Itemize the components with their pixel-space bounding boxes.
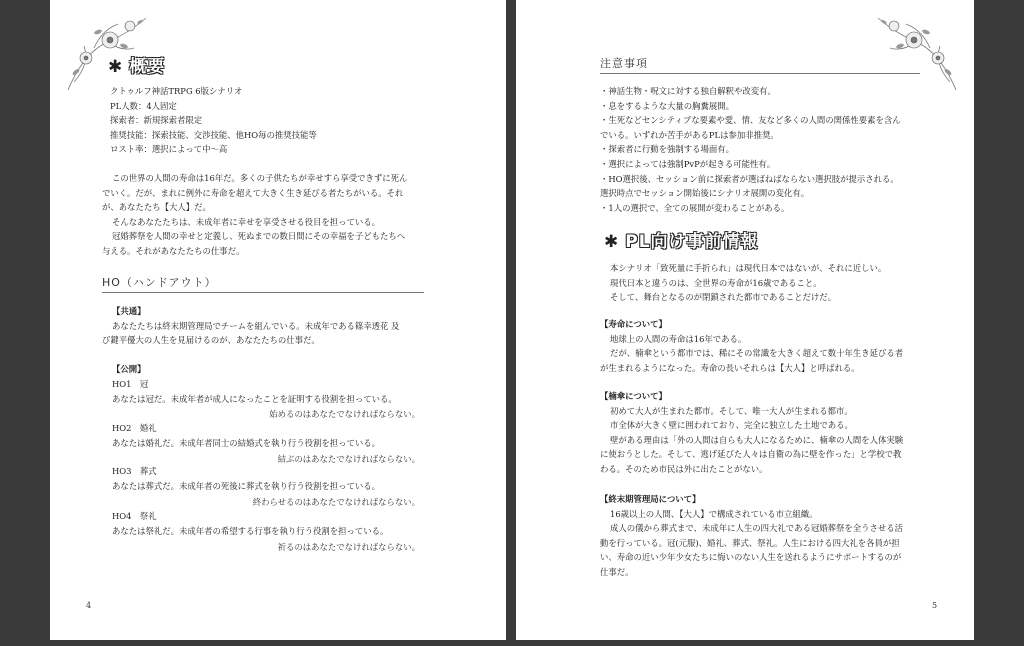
ho1-motto: 始めるのはあなたでなければならない。 (269, 409, 420, 419)
list-item: 選択時点でセッション開始後にシナリオ展開の変化有。 (600, 188, 810, 199)
list-item: ・選択によっては強制PvPが起きる可能性有。 (600, 158, 776, 169)
public-label: 【公開】 (112, 364, 146, 374)
pl-info-heading: ✱ PL向け事前情報 (604, 232, 759, 252)
list-item: ・1人の選択で、全ての展開が変わることがある。 (600, 202, 790, 213)
ho4-motto: 祈るのはあなたでなければならない。 (277, 542, 420, 552)
lifespan-section: 【寿命について】 地球上の人間の寿命は16年である。 だが、楠傘という都市では、稀にその常識を大きく超えて数十年生き延びる者 が生まれるようになった。寿命の長いそれらは【大人】と呼ばれる。 (600, 319, 904, 373)
ho1-block: HO1 冠 あなたは冠だ。未成年者が成人になったことを証明する役割を担っている。 (112, 379, 397, 404)
page-left (50, 0, 506, 640)
bureau-section: 【終末期管理局について】 16歳以上の人間、【大人】で構成されている市立組織。 成人の儀から葬式まで、未成年に人生の四大礼である冠婚葬祭を全うさせる活 動を行っている。冠(元服)、婚礼、葬式、祭礼。人生における四大礼を各員が担 い、寿命の近い少年少女たちに悔いのない人生を送れるようにサポートするのが 仕事だ。 (600, 494, 903, 577)
floral-ornament-icon (874, 12, 960, 94)
list-item: ・神話生物・呪文に対する独自解釈や改変有。 (600, 86, 776, 96)
overview-info: クトゥルフ神話TRPG 6版シナリオ PL人数：4人固定 探索者：新規探索者限定 推奨技能：探索技能、交渉技能、他HO毎の推奨技能等 ロスト率：選択によって中〜高 (110, 86, 317, 155)
cautions-list (600, 84, 901, 215)
ho3-block: HO3 葬式 あなたは葬式だ。未成年者の死後に葬式を執り行う役割を担っている。 (112, 466, 380, 491)
list-item: でいる。いずれか苦手があるPLは参加非推奨。 (600, 129, 779, 140)
list-item: ・生死などセンシティブな要素や愛、情、友など多くの人間の関係性要素を含ん (600, 115, 901, 126)
intro-paragraph: この世界の人間の寿命は16年だ。多くの子供たちが幸せすら享受できずに死ん でいく。だが、まれに例外に寿命を超えて大きく生き延びる者たちがいる。それ が、あなたたち【大人】だ。 そんなあなたたちは、未成年者に幸せを享受させる役目を担っている。 冠婚葬祭を人間の幸せと定義し、死ぬまでの数日間にその幸福を子どもたちへ 与える。それがあなたたちの仕事だ。 (102, 173, 408, 256)
list-item: ・探索者に行動を強制する場面有。 (600, 144, 734, 155)
ho-heading: HO（ハンドアウト） (102, 274, 424, 293)
page-right (516, 0, 974, 640)
page-number: 5 (932, 601, 938, 610)
common-section: 【共通】 あなたたちは終末期管理局でチームを組んでいる。未成年である篠幸透花 及 び鍵平優大の人生を見届けるのが、あなたたちの仕事だ。 (102, 306, 400, 346)
ho2-motto: 結ぶのはあなたでなければならない。 (277, 454, 420, 464)
kusagasa-section: 【楠傘について】 初めて大人が生まれた都市。そして、唯一大人が生まれる都市。 市全体が大きく壁に囲われており、完全に独立した土地である。 壁がある理由は「外の人間は自らも大人になるために、楠傘の人間を人体実験 に使おうとした。そして、逃げ延びた人々は自衛の為に壁を作った」と学校で教 わる。そのため市民は外に出たことがない。 (600, 391, 904, 474)
list-item: ・息をするような大量の胸糞展開。 (600, 100, 734, 111)
ho3-motto: 終わらせるのはあなたでなければならない。 (252, 497, 420, 507)
pl-info-paragraph: 本シナリオ「致死量に手折られ」は現代日本ではないが、それに近しい。 現代日本と違うのは、全世界の寿命が16歳であること。 そして、舞台となるのが閉鎖された都市であることだけだ。 (610, 263, 887, 303)
page-number: 4 (86, 601, 92, 610)
overview-heading: ✱ 概要 (108, 57, 166, 77)
cautions-heading: 注意事項 (600, 55, 920, 74)
ho2-block: HO2 婚礼 あなたは婚礼だ。未成年者同士の結婚式を執り行う役割を担っている。 (112, 423, 380, 448)
star-icon: ✱ (604, 232, 620, 252)
star-icon: ✱ (108, 57, 124, 77)
list-item: ・HO選択後、セッション前に探索者が選ばねばならない選択肢が提示される。 (600, 173, 899, 184)
ho4-block: HO4 祭礼 あなたは祭礼だ。未成年者の希望する行事を執り行う役割を担っている。 (112, 511, 389, 536)
